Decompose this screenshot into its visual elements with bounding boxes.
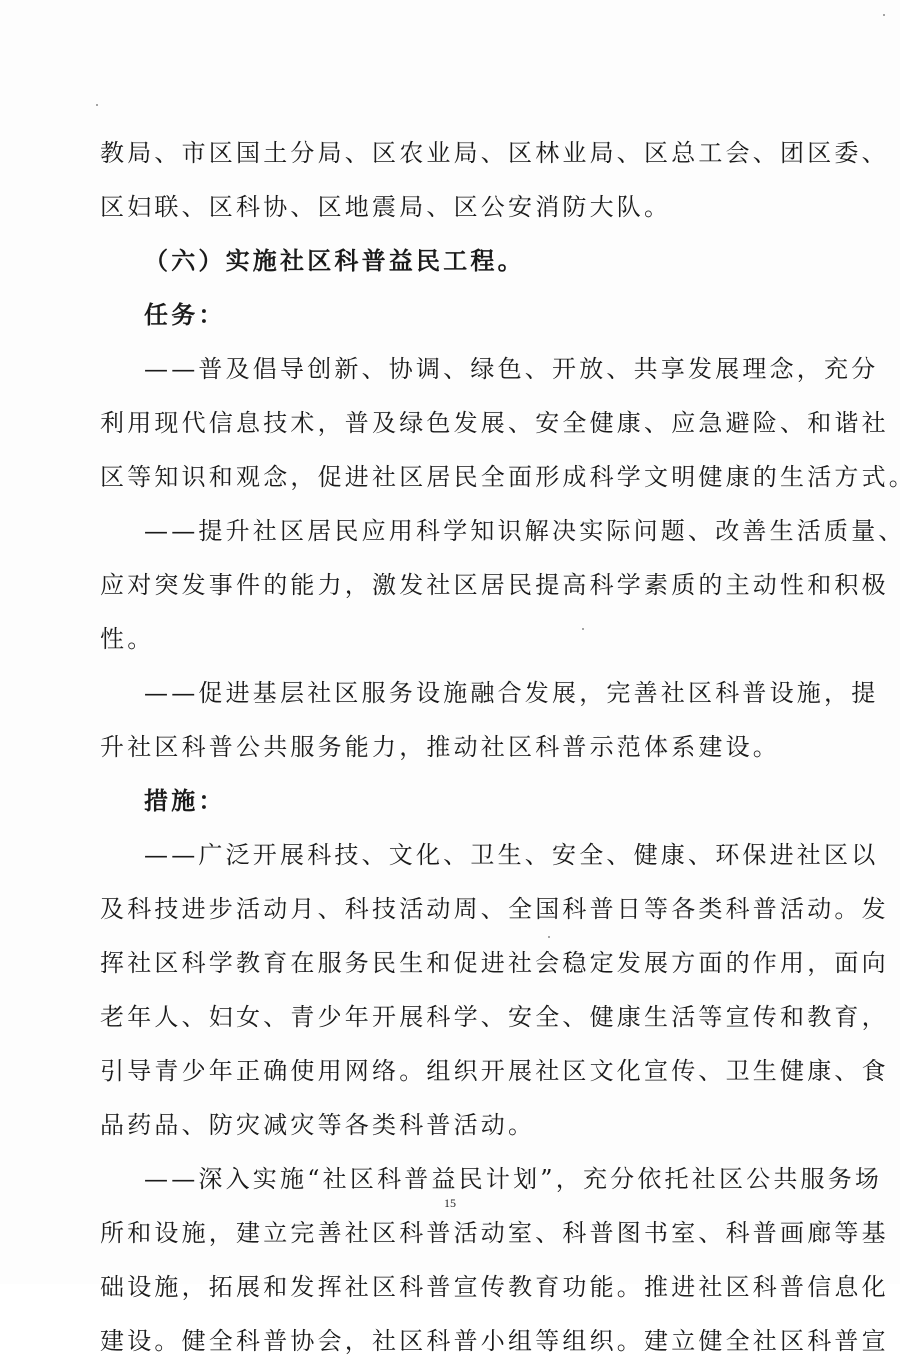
- body-text-line: 应对突发事件的能力，激发社区居民提高科学素质的主动性和积极: [100, 571, 889, 599]
- subheading-measures: 措施：: [144, 786, 226, 815]
- body-text-line: 教局、市区国土分局、区农业局、区林业局、区总工会、团区委、: [100, 139, 889, 167]
- body-text-line: 所和设施，建立完善社区科普活动室、科普图书室、科普画廊等基: [100, 1219, 889, 1247]
- body-text-line: 利用现代信息技术，普及绿色发展、安全健康、应急避险、和谐社: [100, 409, 889, 437]
- page-number: 15: [444, 1196, 456, 1210]
- body-text-line: 性。: [100, 625, 155, 653]
- body-text-line: 品药品、防灾减灾等各类科普活动。: [100, 1111, 536, 1139]
- scan-speck: [96, 104, 98, 106]
- scan-speck: [883, 14, 885, 16]
- body-text-line: 及科技进步活动月、科技活动周、全国科普日等各类科普活动。发: [100, 895, 889, 923]
- body-text-line: 区妇联、区科协、区地震局、区公安消防大队。: [100, 193, 672, 221]
- body-text-line: 建设。健全科普协会，社区科普小组等组织。建立健全社区科普宣: [100, 1327, 889, 1355]
- body-text-line: 挥社区科学教育在服务民生和促进社会稳定发展方面的作用，面向: [100, 949, 889, 977]
- section-heading: （六）实施社区科普益民工程。: [144, 246, 525, 275]
- document-body: [100, 126, 916, 1368]
- body-text-line: ——提升社区居民应用科学知识解决实际问题、改善生活质量、: [144, 517, 906, 545]
- body-text-line: 区等知识和观念，促进社区居民全面形成科学文明健康的生活方式。: [100, 463, 916, 491]
- body-text-line: ——促进基层社区服务设施融合发展，完善社区科普设施，提: [144, 679, 879, 707]
- body-text-line: 引导青少年正确使用网络。组织开展社区文化宣传、卫生健康、食: [100, 1057, 889, 1085]
- body-text-line: ——深入实施“社区科普益民计划”，充分依托社区公共服务场: [144, 1165, 883, 1193]
- body-text-line: ——广泛开展科技、文化、卫生、安全、健康、环保进社区以: [144, 841, 879, 869]
- body-text-line: 老年人、妇女、青少年开展科学、安全、健康生活等宣传和教育，: [100, 1003, 889, 1031]
- body-text-line: 升社区科普公共服务能力，推动社区科普示范体系建设。: [100, 733, 780, 761]
- body-text-line: 础设施，拓展和发挥社区科普宣传教育功能。推进社区科普信息化: [100, 1273, 889, 1301]
- subheading-tasks: 任务：: [144, 300, 226, 329]
- body-text-line: ——普及倡导创新、协调、绿色、开放、共享发展理念，充分: [144, 355, 879, 383]
